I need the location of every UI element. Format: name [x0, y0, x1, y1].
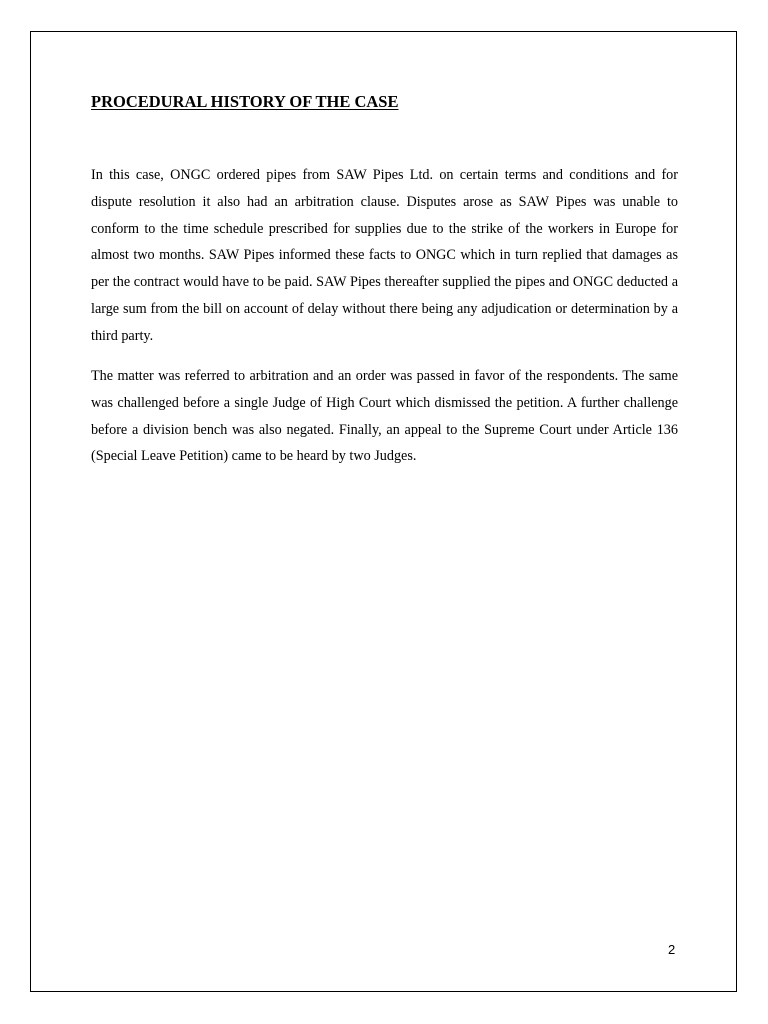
paragraph-case-facts: In this case, ONGC ordered pipes from SAW Pipes Ltd. on certain terms and conditions and for dispute resolution it also had an arbitration clause. Disputes arose as SAW Pipes was unable to conform to the time schedule prescribed for supplies due to the strike of the workers in Europe for almost two months. SAW Pipes informed these facts to ONGC which in turn replied that damages as per the contract would have to be paid. SAW Pipes thereafter supplied the pipes and ONGC deducted a large sum from the bill on account of delay without there being any adjudication or determination by a third party. [91, 167, 678, 344]
section-heading: PROCEDURAL HISTORY OF THE CASE [91, 92, 399, 111]
paragraph-procedural-history: The matter was referred to arbitration and an order was passed in favor of the respondents. The same was challenged before a single Judge of High Court which dismissed the petition. A further challenge before a division bench was also negated. Finally, an appeal to the Supreme Court under Article 136 (Special Leave Petition) came to be heard by two Judges. [91, 368, 678, 465]
page-number: 2 [668, 942, 676, 957]
